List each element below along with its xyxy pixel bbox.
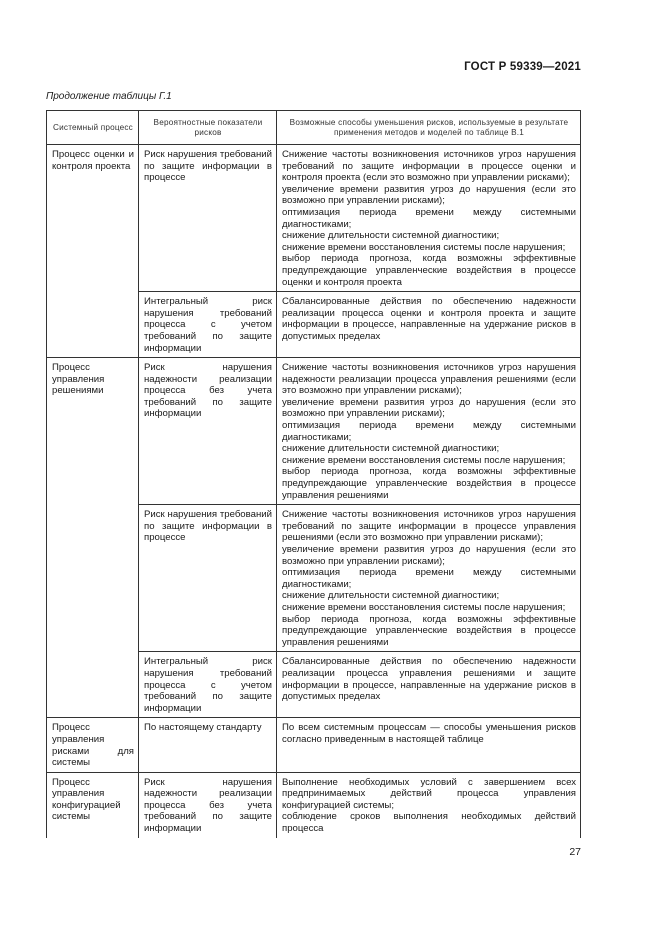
system-process-cell: Процесс оценки и контроля проекта bbox=[47, 145, 139, 358]
measure-line: снижение времени восстановления системы после нарушения; bbox=[282, 241, 566, 253]
measure-line: Выполнение необходимых условий с завершением всех предпринимаемых действий процесса управления конфигурацией системы; bbox=[282, 776, 576, 811]
measure-line: Снижение частоты возникновения источников угроз нарушения требований по защите информации в процессе оценки и контроля проекта (если это возможно при управлении рисками); bbox=[282, 149, 576, 184]
measure-line: выбор периода прогноза, когда возможны эффективные предупреждающие управленческие воздействия в процессе оценки и контроля проекта bbox=[282, 253, 576, 288]
risk-indicator-cell: Риск нарушения надежности реализации процесса без учета требований по защите информации bbox=[139, 772, 277, 837]
measure-line: По всем системным процессам — способы уменьшения рисков согласно приведенным в настоящей таблице bbox=[282, 722, 576, 745]
measure-line: увеличение времени развития угроз до нарушения (если это возможно при управлении рисками); bbox=[282, 183, 576, 207]
system-process-cell: Процесс управления конфигурацией системы bbox=[47, 772, 139, 837]
risk-reduction-cell bbox=[277, 358, 581, 505]
table-row bbox=[47, 145, 581, 292]
risk-indicator-cell: Риск нарушения требований по защите информации в процессе bbox=[139, 505, 277, 652]
page-number: 27 bbox=[569, 846, 581, 858]
measure-line: оптимизация периода времени между системными диагностиками; bbox=[282, 567, 576, 590]
measure-line: Сбалансированные действия по обеспечению надежности реализации процесса оценки и контроля проекта и защите информации в процессе, направленные на удержание рисков в допустимых пределах bbox=[282, 296, 576, 342]
table-header-row bbox=[47, 111, 581, 145]
risk-reduction-cell bbox=[277, 505, 581, 652]
system-process-cell: Процесс управления решениями bbox=[47, 358, 139, 718]
measure-line: снижение длительности системной диагностики; bbox=[282, 590, 500, 602]
table-row bbox=[47, 358, 581, 505]
risk-indicator-cell: Интегральный риск нарушения требований процесса с учетом требований по защите информации bbox=[139, 292, 277, 358]
measure-line: оптимизация периода времени между системными диагностиками; bbox=[282, 420, 576, 443]
measure-line: Снижение частоты возникновения источников угроз нарушения требований по защите информации в процессе управления решениями (если это возможно при управлении рисками); bbox=[282, 509, 576, 544]
measure-line: оптимизация периода времени между системными диагностиками; bbox=[282, 206, 576, 230]
risk-reduction-cell bbox=[277, 652, 581, 718]
measure-line: снижение времени восстановления системы после нарушения; bbox=[282, 454, 566, 466]
measure-line: снижение длительности системной диагностики; bbox=[282, 230, 500, 242]
risk-reduction-cell bbox=[277, 718, 581, 772]
measure-line: увеличение времени развития угроз до нарушения (если это возможно при управлении рисками); bbox=[282, 544, 576, 567]
measure-line: снижение длительности системной диагностики; bbox=[282, 443, 500, 455]
measure-line: увеличение времени развития угроз до нарушения (если это возможно при управлении рисками); bbox=[282, 396, 576, 420]
system-process-cell: Процесс управления рисками для системы bbox=[47, 718, 139, 772]
risk-indicator-cell: Риск нарушения надежности реализации процесса без учета требований по защите информации bbox=[139, 358, 277, 505]
risk-indicator-cell: Интегральный риск нарушения требований процесса с учетом требований по защите информации bbox=[139, 652, 277, 718]
measure-line: снижение времени восстановления системы после нарушения; bbox=[282, 601, 566, 613]
measure-line: соблюдение сроков выполнения необходимых действий процесса bbox=[282, 811, 576, 835]
measure-line: выбор периода прогноза, когда возможны эффективные предупреждающие управленческие воздействия в процессе управления решениями bbox=[282, 466, 576, 501]
table-row bbox=[47, 718, 581, 772]
risk-reduction-cell bbox=[277, 292, 581, 358]
table-caption: Продолжение таблицы Г.1 bbox=[46, 91, 172, 102]
risk-indicator-cell: По настоящему стандарту bbox=[139, 718, 277, 772]
table-row bbox=[47, 772, 581, 837]
document-code: ГОСТ Р 59339—2021 bbox=[464, 61, 581, 73]
measure-line: Сбалансированные действия по обеспечению надежности реализации процесса управления решениями и защите информации в процессе, направленные на удержание рисков в допустимых пределах bbox=[282, 656, 576, 703]
table-body bbox=[47, 145, 581, 838]
header-risk-reduction-methods: Возможные способы уменьшения рисков, используемые в результате применения методов и моделей по таблице В.1 bbox=[277, 111, 581, 145]
risk-indicator-cell: Риск нарушения требований по защите информации в процессе bbox=[139, 145, 277, 292]
measure-line: выбор периода прогноза, когда возможны эффективные предупреждающие управленческие воздействия в процессе управления решениями bbox=[282, 613, 576, 648]
header-risk-indicators: Вероятностные показатели рисков bbox=[139, 111, 277, 145]
header-system-process: Системный процесс bbox=[47, 111, 139, 145]
measure-line: Снижение частоты возникновения источников угроз нарушения надежности реализации процесса управления решениями (если это возможно при управлении рисками); bbox=[282, 362, 576, 397]
risk-reduction-cell bbox=[277, 145, 581, 292]
risk-reduction-cell bbox=[277, 772, 581, 837]
risk-table bbox=[46, 110, 581, 838]
